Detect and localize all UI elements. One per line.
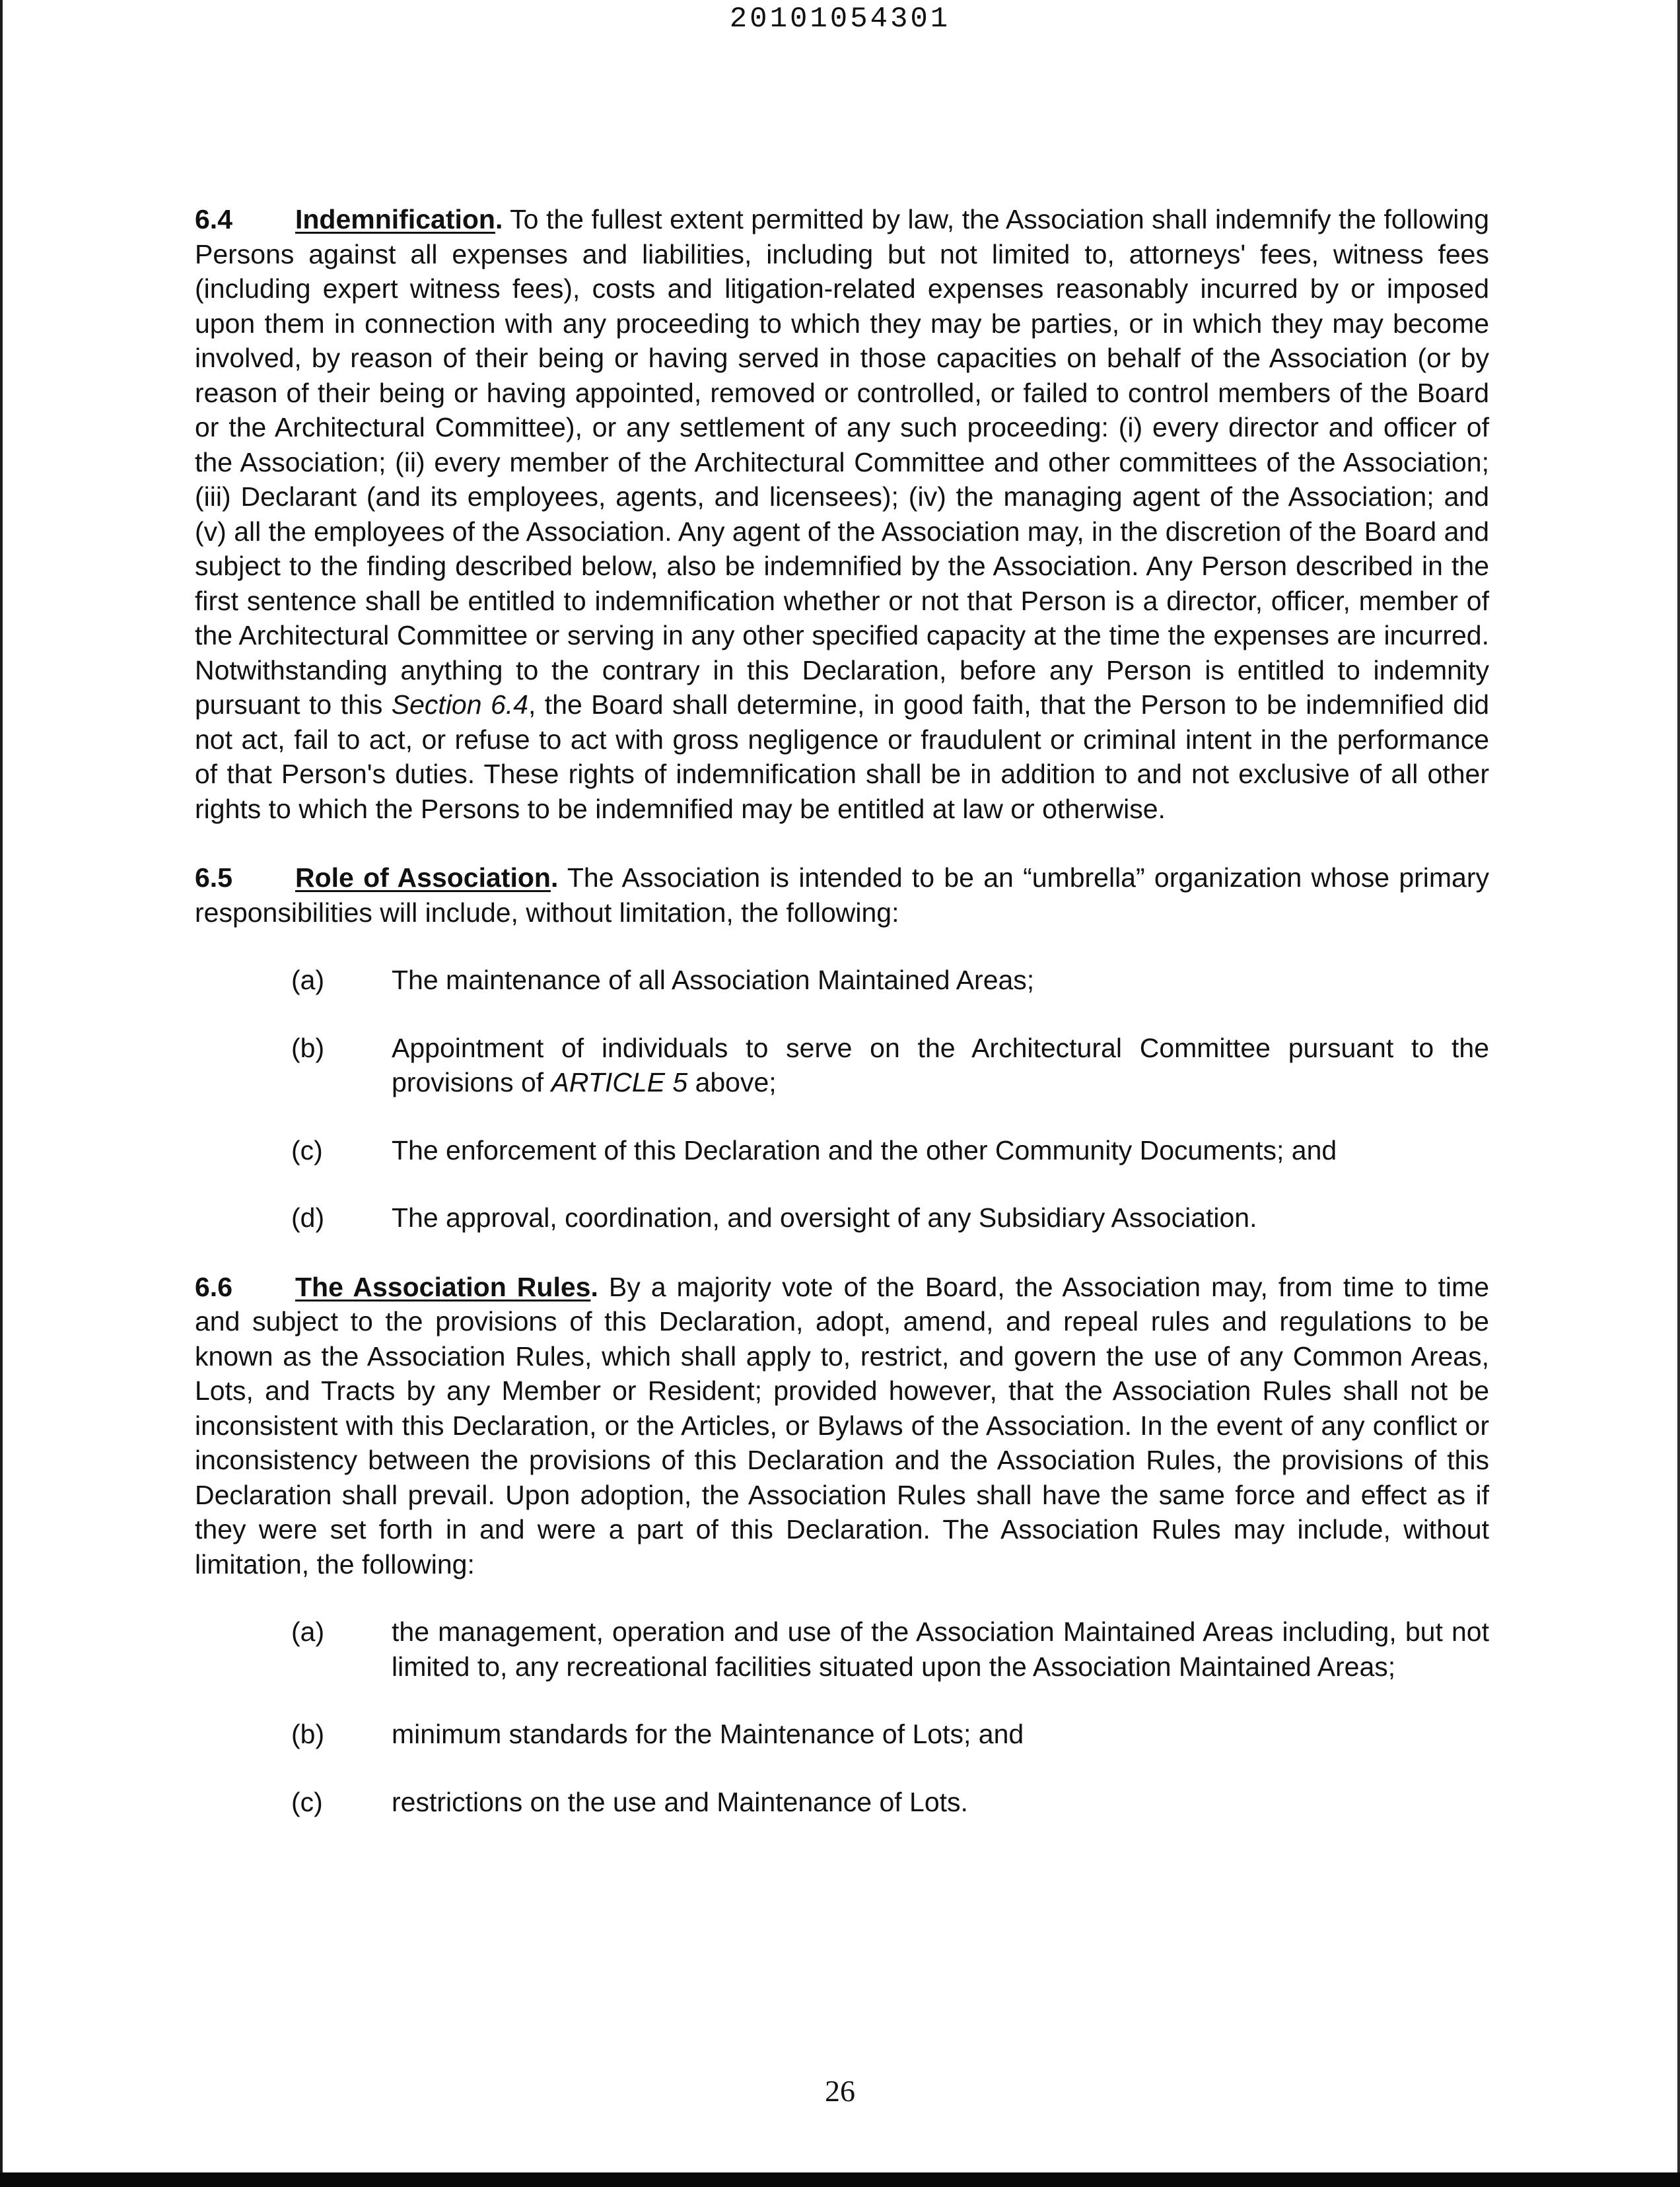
section-number: 6.5 [195, 862, 232, 893]
list-item [195, 1785, 1489, 1820]
item-text: The maintenance of all Association Maintained Areas; [392, 965, 1035, 995]
item-label: (a) [291, 1616, 325, 1647]
section-title: Indemnification [295, 204, 495, 234]
document-number: 20101054301 [729, 3, 951, 36]
item-text: restrictions on the use and Maintenance of Lots. [392, 1786, 968, 1817]
section-number: 6.4 [195, 204, 232, 234]
item-text-part: Appointment of individuals to serve on the Architectural Committee pursuant to the provisions of [392, 1032, 1489, 1097]
section-title: The Association Rules [295, 1271, 591, 1302]
item-text: minimum standards for the Maintenance of Lots; and [392, 1719, 1024, 1749]
section-6-6: 6.6 The Association Rules. By a majority vote of the Board, the Association may, from time to time and subject to the provisions of this Declaration, adopt, amend, and repeal rules and regulations to be known as the Association Rules, which shall apply to, restrict, and govern the use of any Common Areas, Lots, and Tracts by any Member or Resident; provided however, that the Association Rules shall not be inconsistent with this Declaration, or the Articles, or Bylaws of the Association. In the event of any conflict or inconsistency between the provisions of this Declaration and the Association Rules, the provisions of this Declaration shall prevail. Upon adoption, the Association Rules shall have the same force and effect as if they were set forth in and were a part of this Declaration. The Association Rules may include, without limitation, the following: [195, 1270, 1489, 1582]
item-label: (d) [291, 1202, 325, 1233]
item-label: (b) [291, 1719, 325, 1749]
item-label: (c) [291, 1786, 323, 1817]
section-text: The Association is intended to be an “umbrella” organization whose primary responsibilities will include, without limitation, the following: [195, 862, 1489, 928]
scan-bottom-border [0, 2172, 1680, 2187]
section-number: 6.6 [195, 1271, 232, 1302]
document-body [195, 202, 1489, 1819]
page-number: 26 [825, 2074, 855, 2108]
list-item [195, 963, 1489, 998]
item-text [392, 1031, 1489, 1100]
item-label: (b) [291, 1032, 325, 1063]
section-reference: Section 6.4 [391, 689, 528, 720]
item-label: (c) [291, 1134, 323, 1165]
section-title: Role of Association [295, 862, 551, 893]
item-text: the management, operation and use of the Association Maintained Areas including, but not limited to, any recreational facilities situated upon the Association Maintained Areas; [392, 1616, 1489, 1682]
list-item [195, 1614, 1489, 1684]
list-item [195, 1717, 1489, 1752]
item-text: The enforcement of this Declaration and the other Community Documents; and [392, 1134, 1337, 1165]
section-text: To the fullest extent permitted by law, the Association shall indemnify the following Persons against all expenses and liabilities, including but not limited to, attorneys' fees, witness fees (including expert witness fees), costs and litigation-related expenses reasonably incurred by or imposed upon them in connection with any proceeding to which they may be parties, or in which they may become involved, by reason of their being or having served in those capacities on behalf of the Association (or by reason of their being or having appointed, removed or controlled, or failed to control members of the Board or the Architectural Committee), or any settlement of any such proceeding: (i) every director and officer of the Association; (ii) every member of the Architectural Committee and other committees of the Association; (iii) Declarant (and its employees, agents, and licensees); (iv) the managing agent of the Association; and (v) all the employees of the Association. Any agent of the Association may, in the discretion of the Board and subject to the finding described below, also be indemnified by the Association. Any Person described in the first sentence shall be entitled to indemnification whether or not that Person is a director, officer, member of the Architectural Committee or serving in any other specified capacity at the time the expenses are incurred. Notwithstanding anything to the contrary in this Declaration, before any Person is entitled to indemnity pursuant to this [195, 204, 1489, 720]
item-label: (a) [291, 965, 325, 995]
scan-left-edge [0, 0, 3, 2172]
section-6-5: 6.5 Role of Association. The Association is intended to be an “umbrella” organization whose primary responsibilities will include, without limitation, the following: [195, 860, 1489, 930]
item-text: The approval, coordination, and oversight of any Subsidiary Association. [392, 1202, 1257, 1233]
list-item [195, 1133, 1489, 1168]
list-item [195, 1200, 1489, 1235]
scan-right-edge [1677, 0, 1680, 2172]
section-text: , the Board shall determine, in good faith, that the Person to be indemnified did not act, fail to act, or refuse to act with gross negligence or fraudulent or criminal intent in the performance of that Person's duties. These rights of indemnification shall be in addition to and not exclusive of all other rights to which the Persons to be indemnified may be entitled at law or otherwise. [195, 689, 1490, 824]
section-6-4: 6.4 Indemnification. To the fullest extent permitted by law, the Association shall indemnify the following Persons against all expenses and liabilities, including but not limited to, attorneys' fees, witness fees (including expert witness fees), costs and litigation-related expenses reasonably incurred by or imposed upon them in connection with any proceeding to which they may be parties, or in which they may become involved, by reason of their being or having served in those capacities on behalf of the Association (or by reason of their being or having appointed, removed or controlled, or failed to control members of the Board or the Architectural Committee), or any settlement of any such proceeding: (i) every director and officer of the Association; (ii) every member of the Architectural Committee and other committees of the Association; (iii) Declarant (and its employees, agents, and licensees); (iv) the managing agent of the Association; and (v) all the employees of the Association. Any agent of the Association may, in the discretion of the Board and subject to the finding described below, also be indemnified by the Association. Any Person described in the first sentence shall be entitled to indemnification whether or not that Person is a director, officer, member of the Architectural Committee or serving in any other specified capacity at the time the expenses are incurred. Notwithstanding anything to the contrary in this Declaration, before any Person is entitled to indemnity pursuant to this Section 6.4, the Board shall determine, in good faith, that the Person to be indemnified did not act, fail to act, or refuse to act with gross negligence or fraudulent or criminal intent in the performance of that Person's duties. These rights of indemnification shall be in addition to and not exclusive of all other rights to which the Persons to be indemnified may be entitled at law or otherwise. [195, 202, 1489, 826]
list-item [195, 1031, 1489, 1100]
item-reference: ARTICLE 5 [551, 1067, 688, 1097]
item-text-part: above; [687, 1067, 777, 1097]
section-text: By a majority vote of the Board, the Association may, from time to time and subject to the provisions of this Declaration, adopt, amend, and repeal rules and regulations to be known as the Association Rules, which shall apply to, restrict, and govern the use of any Common Areas, Lots, and Tracts by any Member or Resident; provided however, that the Association Rules shall not be inconsistent with this Declaration, or the Articles, or Bylaws of the Association. In the event of any conflict or inconsistency between the provisions of this Declaration and the Association Rules, the provisions of this Declaration shall prevail. Upon adoption, the Association Rules shall have the same force and effect as if they were set forth in and were a part of this Declaration. The Association Rules may include, without limitation, the following: [195, 1271, 1489, 1580]
